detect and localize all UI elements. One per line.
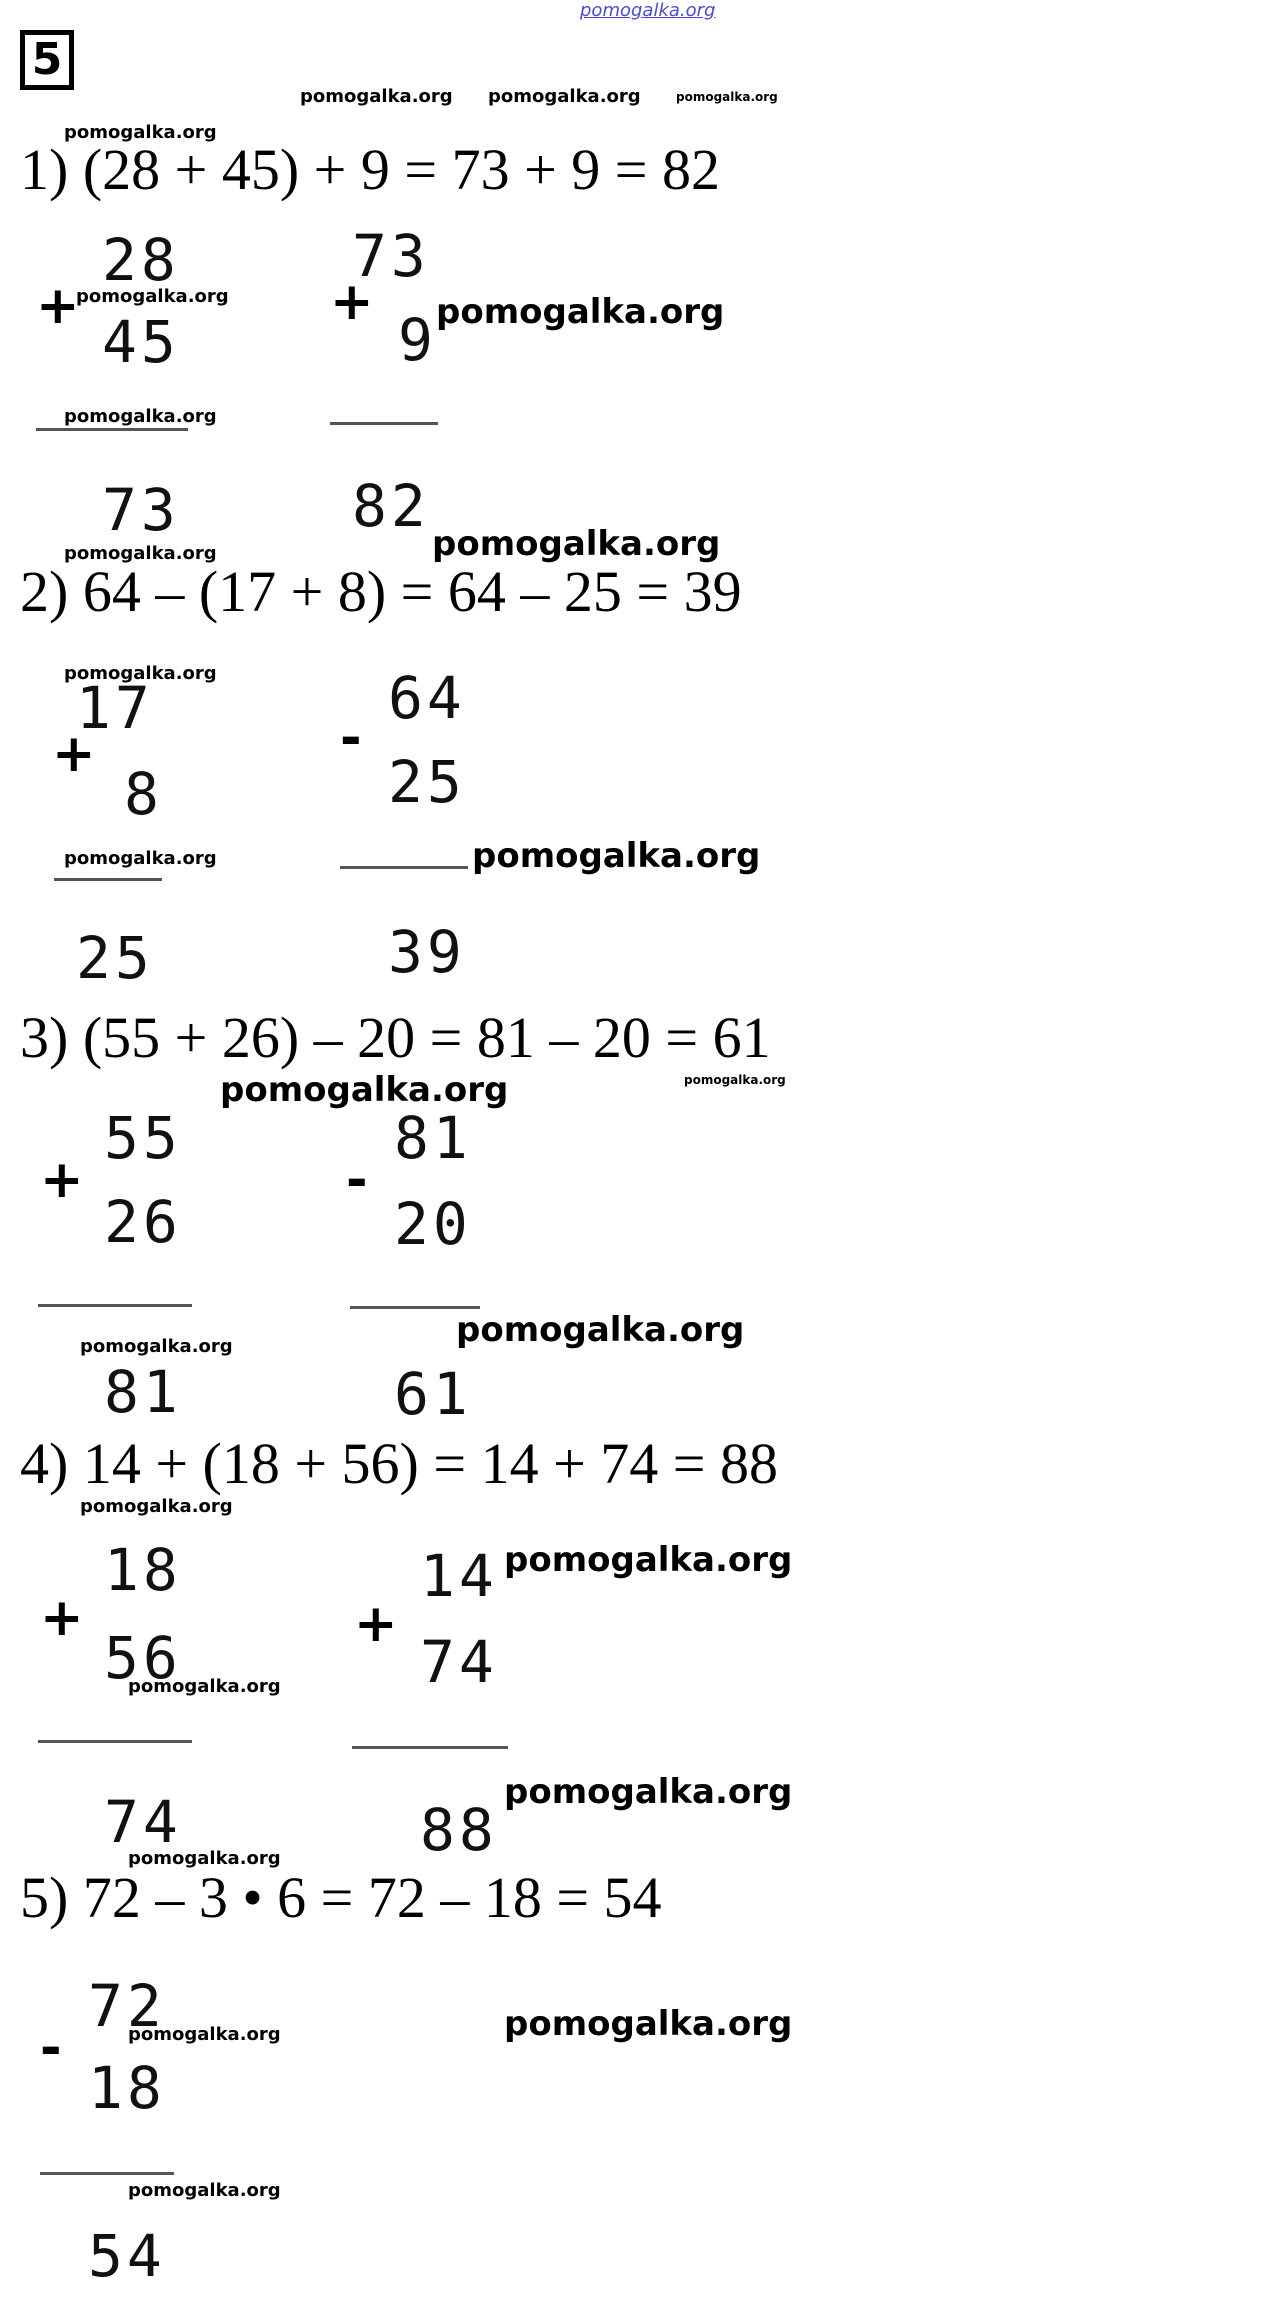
watermark: pomogalka.org <box>64 543 217 564</box>
watermark: pomogalka.org <box>504 1772 793 1812</box>
watermark: pomogalka.org <box>80 1336 233 1357</box>
equation-2: 2) 64 – (17 + 8) = 64 – 25 = 39 <box>20 559 742 624</box>
equation-3: 3) (55 + 26) – 20 = 81 – 20 = 61 <box>20 1005 771 1070</box>
watermark: pomogalka.org <box>472 836 761 876</box>
watermark: pomogalka.org <box>504 1540 793 1580</box>
equation-5: 5) 72 – 3 • 6 = 72 – 18 = 54 <box>20 1865 662 1930</box>
watermark: pomogalka.org <box>432 524 721 564</box>
column-1a-top: 28 <box>102 226 180 294</box>
column-5a-top: 72 <box>88 1972 166 2040</box>
watermark: pomogalka.org <box>128 1676 281 1697</box>
task-number-box: 5 <box>20 30 74 90</box>
column-4a-top: 18 <box>104 1536 182 1604</box>
watermark: pomogalka.org <box>676 90 778 104</box>
column-1a-result: 73 <box>102 476 180 544</box>
equation-4: 4) 14 + (18 + 56) = 14 + 74 = 88 <box>20 1431 778 1496</box>
watermark: pomogalka.org <box>488 86 641 107</box>
column-1a-rule <box>36 428 188 431</box>
watermark: pomogalka.org <box>220 1070 509 1110</box>
watermark: pomogalka.org <box>80 1496 233 1517</box>
watermark: pomogalka.org <box>64 406 217 427</box>
column-3a-result: 81 <box>104 1358 182 1426</box>
column-4a-rule <box>38 1740 192 1743</box>
column-4b-sign: + <box>354 1594 398 1654</box>
watermark: pomogalka.org <box>128 1848 281 1869</box>
column-2b-top: 64 <box>388 664 466 732</box>
watermark: pomogalka.org <box>504 2004 793 2044</box>
column-4a-result: 74 <box>104 1788 182 1856</box>
column-1b-sign: + <box>330 272 374 332</box>
column-3a-top: 55 <box>104 1104 182 1172</box>
column-5a-sign: - <box>40 2018 62 2078</box>
column-3a-rule <box>38 1304 192 1307</box>
column-4a-bottom: 56 <box>104 1624 182 1692</box>
column-2b-rule <box>340 866 468 869</box>
watermark: pomogalka.org <box>684 1073 786 1087</box>
column-3a-bottom: 26 <box>104 1188 182 1256</box>
column-1b-result: 82 <box>352 472 430 540</box>
watermark: pomogalka.org <box>64 663 217 684</box>
column-1a-bottom: 45 <box>102 308 180 376</box>
watermark: pomogalka.org <box>456 1310 745 1350</box>
column-3b-sign: - <box>346 1150 368 1210</box>
watermark: pomogalka.org <box>436 292 725 332</box>
column-4b-rule <box>352 1746 508 1749</box>
column-2a-result: 25 <box>76 924 154 992</box>
column-5a-rule <box>40 2172 174 2175</box>
column-4a-sign: + <box>40 1588 84 1648</box>
watermark: pomogalka.org <box>64 848 217 869</box>
column-3b-rule <box>350 1306 480 1309</box>
watermark: pomogalka.org <box>128 2180 281 2201</box>
watermark: pomogalka.org <box>128 2024 281 2045</box>
column-5a-bottom: 18 <box>88 2054 166 2122</box>
column-2b-sign: - <box>340 708 362 768</box>
column-1b-rule <box>330 422 438 425</box>
column-3b-top: 81 <box>394 1104 472 1172</box>
column-2a-rule <box>54 878 162 881</box>
watermark: pomogalka.org <box>76 286 229 307</box>
column-5a-result: 54 <box>88 2222 166 2290</box>
column-2a-bottom: 8 <box>124 760 163 828</box>
column-2b-result: 39 <box>388 918 466 986</box>
column-3b-bottom: 20 <box>394 1190 472 1258</box>
column-4b-top: 14 <box>420 1542 498 1610</box>
column-4b-bottom: 74 <box>420 1628 498 1696</box>
column-4b-result: 88 <box>420 1796 498 1864</box>
column-3a-sign: + <box>40 1150 84 1210</box>
equation-1: 1) (28 + 45) + 9 = 73 + 9 = 82 <box>20 137 720 202</box>
column-1b-bottom: 9 <box>398 306 437 374</box>
column-3b-result: 61 <box>394 1360 472 1428</box>
watermark: pomogalka.org <box>64 122 217 143</box>
column-2a-top: 17 <box>76 674 154 742</box>
site-link[interactable]: pomogalka.org <box>580 0 716 21</box>
column-2a-sign: + <box>52 724 96 784</box>
column-2b-bottom: 25 <box>388 748 466 816</box>
column-1a-sign: + <box>36 276 80 336</box>
watermark: pomogalka.org <box>300 86 453 107</box>
column-1b-top: 73 <box>352 222 430 290</box>
